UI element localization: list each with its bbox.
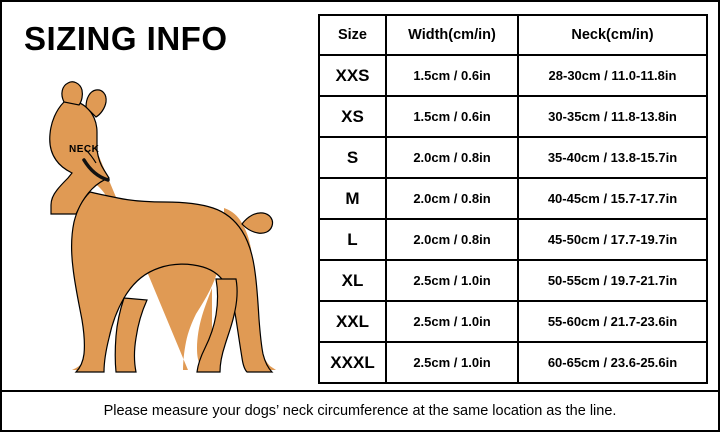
dog-silhouette-svg [20,74,300,374]
cell-width: 2.5cm / 1.0in [386,301,518,342]
cell-size: XL [319,260,386,301]
table-row [319,96,707,137]
cell-width: 1.5cm / 0.6in [386,55,518,96]
cell-width: 2.0cm / 0.8in [386,137,518,178]
size-table [318,14,708,384]
cell-width: 1.5cm / 0.6in [386,96,518,137]
column-header-size: Size [319,15,386,55]
cell-neck: 28-30cm / 11.0-11.8in [518,55,707,96]
cell-neck: 35-40cm / 13.8-15.7in [518,137,707,178]
table-row [319,55,707,96]
table-row [319,219,707,260]
cell-size: XXL [319,301,386,342]
column-header-neck: Neck(cm/in) [518,15,707,55]
cell-neck: 60-65cm / 23.6-25.6in [518,342,707,383]
neck-label: NECK [69,144,100,155]
dog-illustration [20,74,300,374]
cell-width: 2.5cm / 1.0in [386,260,518,301]
footer-note: Please measure your dogs’ neck circumference at the same location as the line. [103,403,617,419]
cell-size: XS [319,96,386,137]
cell-neck: 30-35cm / 11.8-13.8in [518,96,707,137]
cell-width: 2.5cm / 1.0in [386,342,518,383]
table-row [319,301,707,342]
cell-neck: 50-55cm / 19.7-21.7in [518,260,707,301]
table-row [319,342,707,383]
page-title: SIZING INFO [24,20,228,57]
size-table-wrap [318,14,706,384]
cell-neck: 40-45cm / 15.7-17.7in [518,178,707,219]
cell-size: M [319,178,386,219]
left-panel [2,2,308,392]
cell-neck: 55-60cm / 21.7-23.6in [518,301,707,342]
cell-width: 2.0cm / 0.8in [386,178,518,219]
cell-size: XXXL [319,342,386,383]
table-row [319,137,707,178]
cell-width: 2.0cm / 0.8in [386,219,518,260]
table-header-row [319,15,707,55]
column-header-width: Width(cm/in) [386,15,518,55]
cell-size: L [319,219,386,260]
cell-size: XXS [319,55,386,96]
table-row [319,260,707,301]
cell-neck: 45-50cm / 17.7-19.7in [518,219,707,260]
table-row [319,178,707,219]
cell-size: S [319,137,386,178]
footer-note-bar [2,390,718,430]
